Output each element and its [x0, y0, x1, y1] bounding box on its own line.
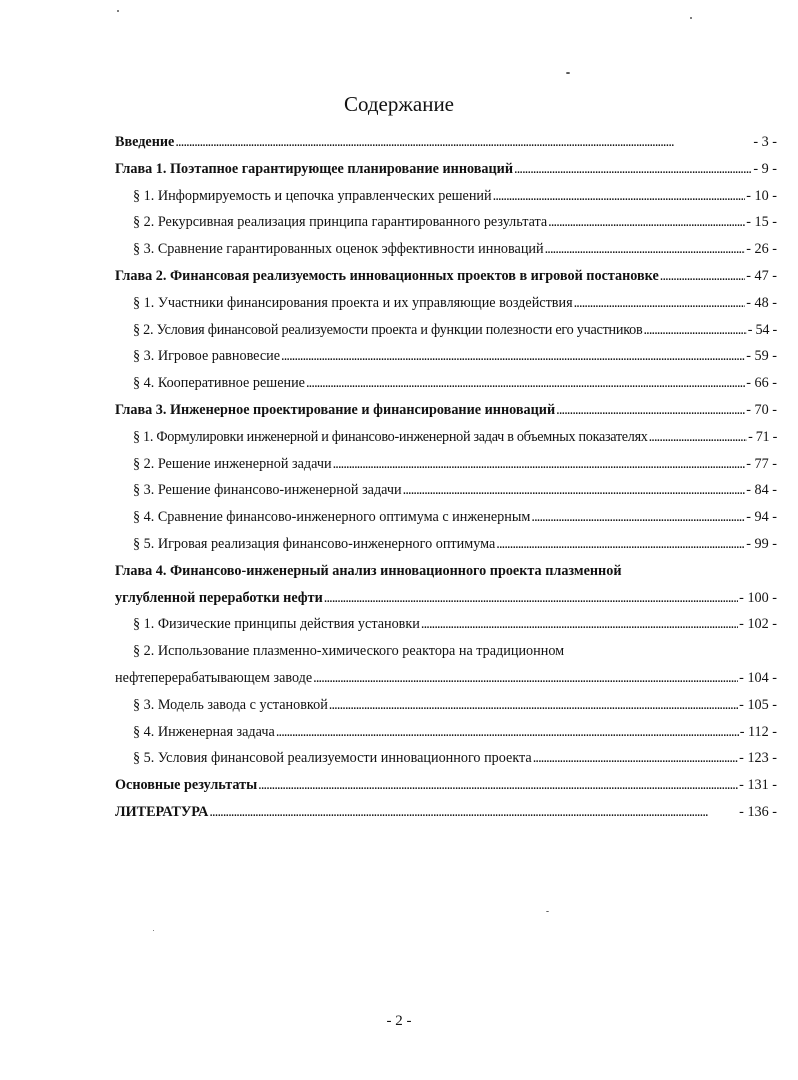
toc-entry-label: § 5. Условия финансовой реализуемости инновационного проекта — [133, 750, 532, 767]
toc-entry-section — [115, 611, 777, 638]
toc-entry-page: - 15 - — [746, 214, 777, 231]
toc-entry-section — [115, 692, 777, 719]
toc-entry-label: § 4. Кооперативное решение — [133, 375, 305, 392]
toc-entry-label: § 2. Решение инженерной задачи — [133, 455, 332, 472]
toc-entry-section — [115, 370, 777, 397]
toc-entry-page: - 70 - — [746, 401, 777, 418]
toc-entry-label: § 2. Использование плазменно-химического реактора на традиционном — [133, 643, 565, 660]
toc-entry-section — [115, 504, 777, 531]
toc-entry-page: - 48 - — [746, 294, 777, 311]
dot-leader — [258, 772, 738, 799]
dot-leader — [175, 129, 752, 156]
toc-entry-page: - 104 - — [739, 669, 777, 686]
scan-speck — [153, 930, 154, 931]
dot-leader — [281, 343, 745, 370]
dot-leader — [574, 290, 746, 317]
toc-entry-page: - 3 - — [753, 134, 777, 150]
toc-entry-label: Глава 1. Поэтапное гарантирующее планирование инноваций — [115, 160, 514, 177]
dot-leader — [496, 531, 745, 558]
toc-entry-label: § 3. Модель завода с установкой — [133, 696, 328, 713]
toc-entry-literature — [115, 799, 777, 826]
dot-leader — [531, 504, 745, 531]
dot-leader — [333, 451, 746, 478]
dot-leader — [329, 692, 738, 719]
toc-entry-label: § 5. Игровая реализация финансово-инженерного оптимума — [133, 535, 496, 552]
toc-entry-label: Основные результаты — [115, 777, 258, 794]
page-title: Содержание — [343, 92, 455, 116]
toc-entry-label: углубленной переработки нефти — [115, 589, 323, 606]
dot-leader — [514, 156, 752, 183]
toc-entry-label: § 1. Участники финансирования проекта и их управляющие воздействия — [133, 294, 573, 311]
dot-leader — [533, 745, 738, 772]
toc-entry-label: § 4. Сравнение финансово-инженерного оптимума с инженерным — [133, 509, 531, 526]
toc-entry-label: нефтеперерабатывающем заводе — [115, 669, 313, 686]
toc-entry-page: - 9 - — [753, 160, 777, 177]
toc-entry-section — [115, 477, 777, 504]
toc-entry-section — [115, 317, 777, 344]
dot-leader — [324, 585, 738, 612]
toc-entry-page: - 66 - — [746, 375, 777, 392]
toc-entry-chapter-4-line1 — [115, 558, 777, 585]
scan-speck — [566, 72, 570, 74]
toc-entry-section — [115, 183, 777, 210]
dot-leader — [276, 719, 739, 746]
dot-leader — [421, 611, 738, 638]
toc-entry-page: - 26 - — [746, 241, 777, 258]
scan-speck — [117, 10, 119, 12]
toc-entry-page: - 47 - — [746, 267, 777, 284]
dot-leader — [556, 397, 745, 424]
toc-entry-section — [115, 424, 777, 451]
toc-entry-section — [115, 290, 777, 317]
dot-leader — [660, 263, 745, 290]
dot-leader — [493, 183, 746, 210]
toc-entry-page: - 123 - — [739, 750, 777, 767]
toc-entry-chapter-2 — [115, 263, 777, 290]
toc-entry-section-line1 — [115, 638, 777, 665]
toc-entry-page: - 136 - — [739, 803, 777, 820]
dot-leader — [403, 477, 746, 504]
toc-entry-main-results — [115, 772, 777, 799]
page-number: - 2 - — [386, 1013, 412, 1029]
toc-entry-section — [115, 451, 777, 478]
toc-entry-label: Глава 3. Инженерное проектирование и финансирование инноваций — [115, 401, 556, 418]
toc-entry-label: § 1. Формулировки инженерной и финансово-инженерной задач в объемных показателях — [133, 428, 648, 445]
toc-entry-page: - 105 - — [739, 696, 777, 713]
toc-entry-section — [115, 236, 777, 263]
dot-leader — [209, 799, 738, 826]
toc-entry-label: Глава 2. Финансовая реализуемость инновационных проектов в игровой постановке — [115, 267, 659, 284]
toc-entry-section — [115, 719, 777, 746]
toc-entry-section — [115, 745, 777, 772]
toc-entry-page: - 112 - — [739, 723, 777, 740]
dot-leader — [313, 665, 738, 692]
toc-entry-page: - 94 - — [746, 509, 777, 526]
toc-entry-page: - 59 - — [746, 348, 777, 365]
toc-entry-label: § 2. Условия финансовой реализуемости проекта и функции полезности его участников — [133, 321, 643, 338]
toc-entry-chapter-4 — [115, 585, 777, 612]
toc-entry-label: § 3. Сравнение гарантированных оценок эффективности инноваций — [133, 241, 544, 258]
toc-entry-chapter-3 — [115, 397, 777, 424]
table-of-contents — [115, 129, 777, 826]
toc-entry-label: § 2. Рекурсивная реализация принципа гарантированного результата — [133, 214, 548, 231]
toc-entry-page: - 10 - — [746, 187, 777, 204]
toc-entry-page: - 84 - — [746, 482, 777, 499]
toc-entry-section — [115, 531, 777, 558]
toc-entry-section — [115, 209, 777, 236]
toc-entry-introduction — [115, 129, 777, 156]
toc-entry-label: § 3. Решение финансово-инженерной задачи — [133, 482, 402, 499]
toc-entry-label: § 1. Информируемость и цепочка управленческих решений — [133, 187, 492, 204]
toc-entry-label: Глава 4. Финансово-инженерный анализ инновационного проекта плазменной — [115, 562, 622, 579]
toc-entry-label: ЛИТЕРАТУРА — [115, 803, 209, 820]
dot-leader — [649, 424, 747, 451]
dot-leader — [548, 209, 745, 236]
dot-leader — [545, 236, 746, 263]
toc-entry-page: - 54 - — [747, 321, 777, 338]
toc-entry-page: - 102 - — [739, 616, 777, 633]
toc-entry-section — [115, 665, 777, 692]
toc-entry-label: § 1. Физические принципы действия установки — [133, 616, 420, 633]
toc-entry-page: - 131 - — [739, 777, 777, 794]
toc-entry-chapter-1 — [115, 156, 777, 183]
dot-leader — [643, 317, 746, 344]
toc-entry-label: § 3. Игровое равновесие — [133, 348, 281, 365]
toc-entry-section — [115, 343, 777, 370]
scan-speck — [690, 17, 692, 19]
toc-entry-page: - 77 - — [746, 455, 777, 472]
toc-entry-page: - 71 - — [748, 428, 777, 445]
dot-leader — [306, 370, 745, 397]
toc-entry-page: - 100 - — [739, 589, 777, 606]
toc-entry-label: § 4. Инженерная задача — [133, 723, 275, 740]
scan-speck — [546, 911, 549, 912]
toc-entry-label: Введение — [115, 134, 175, 150]
toc-entry-page: - 99 - — [746, 535, 777, 552]
